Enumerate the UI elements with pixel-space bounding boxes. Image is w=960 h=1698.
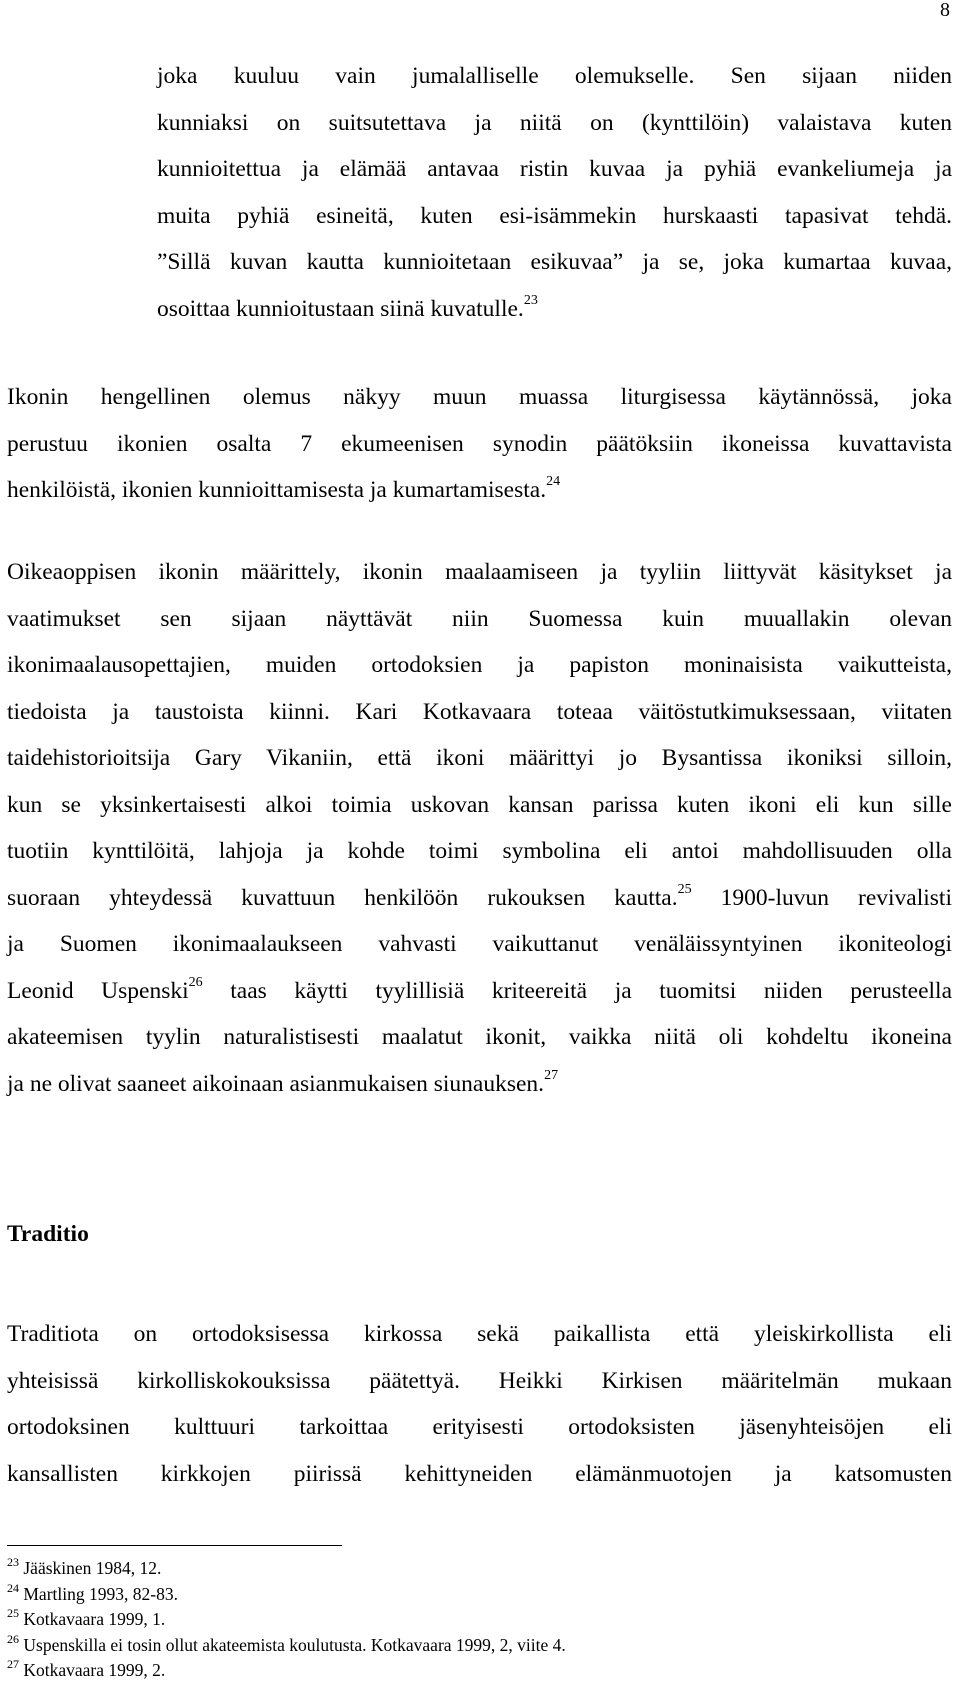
section-heading: Traditio (7, 1221, 89, 1247)
text-line: akateemisen tyylin naturalistisesti maalatut ikonit, vaikka niitä oli kohdeltu ikoneina (7, 1024, 952, 1050)
text-line (7, 968, 952, 1015)
text-line: ja Suomen ikonimaalaukseen vahvasti vaikuttanut venäläissyntyinen ikoniteologi (7, 931, 952, 957)
footnote-reference[interactable]: 27 (544, 1067, 559, 1083)
text-line (7, 467, 952, 514)
footnote-text: Kotkavaara 1999, 1. (23, 1609, 166, 1629)
text-line: taidehistorioitsija Gary Vikaniin, että ikoni määrittyi jo Bysantissa ikoniksi silloin, (7, 745, 952, 771)
footnote-separator (7, 1545, 342, 1546)
footnote-reference[interactable]: 25 (677, 881, 692, 897)
text-line (7, 875, 952, 922)
text-line-part: taas käytti tyylillisiä kriteereitä ja tuomitsi niiden perusteella (202, 977, 952, 1004)
footnote-number: 25 (7, 1606, 19, 1620)
footnotes (7, 1556, 566, 1684)
text-line-part: suoraan yhteydessä kuvattuun henkilöön rukouksen kautta. (7, 884, 678, 911)
footnote (7, 1556, 566, 1582)
text-line: ikonimaalausopettajien, muiden ortodoksien ja papiston moninaisista vaikutteista, (7, 652, 952, 678)
footnote (7, 1633, 566, 1659)
text-line: kun se yksinkertaisesti alkoi toimia uskovan kansan parissa kuten ikoni eli kun sille (7, 791, 952, 818)
page-number: 8 (940, 0, 950, 21)
footnote-reference[interactable]: 23 (523, 292, 538, 308)
paragraph-tradition (7, 1311, 952, 1497)
footnote-reference[interactable]: 26 (188, 974, 203, 990)
text-line: Oikeaoppisen ikonin määrittely, ikonin maalaamiseen ja tyyliin liittyvät käsitykset ja (7, 559, 952, 585)
text-line: kunnioitettua ja elämää antavaa ristin kuvaa ja pyhiä evankeliumeja ja (157, 156, 952, 182)
footnote-text: Jääskinen 1984, 12. (23, 1558, 162, 1578)
text-line: kunniaksi on suitsutettava ja niitä on (kynttilöin) valaistava kuten (157, 109, 952, 136)
footnote-text: Martling 1993, 82-83. (23, 1583, 178, 1604)
text-line: ”Sillä kuvan kautta kunnioitetaan esikuvaa” ja se, joka kumartaa kuvaa, (157, 249, 952, 275)
text-line: yhteisissä kirkolliskokouksissa päätettyä. Heikki Kirkisen määritelmän mukaan (7, 1367, 952, 1394)
footnote-text: Kotkavaara 1999, 2. (23, 1660, 166, 1680)
footnote-number: 26 (7, 1631, 19, 1646)
text-line: Traditiota on ortodoksisessa kirkossa sekä paikallista että yleiskirkollista eli (7, 1321, 952, 1347)
text-line: vaatimukset sen sijaan näyttävät niin Suomessa kuin muuallakin olevan (7, 605, 952, 632)
footnote-number: 27 (7, 1657, 19, 1671)
footnote (7, 1582, 566, 1608)
text-line-body: osoittaa kunnioitustaan siinä kuvatulle. (157, 295, 524, 322)
text-line: muita pyhiä esineitä, kuten esi-isämmekin hurskaasti tapasivat tehdä. (157, 202, 952, 229)
text-line-body: henkilöistä, ikonien kunnioittamisesta ja kumartamisesta. (7, 477, 547, 503)
text-line-body: ja ne olivat saaneet aikoinaan asianmukaisen siunauksen. (7, 1070, 545, 1097)
text-line: tiedoista ja taustoista kiinni. Kari Kotkavaara toteaa väitöstutkimuksessaan, viitaten (7, 698, 952, 725)
footnote-number: 23 (7, 1555, 19, 1569)
text-line: tuotiin kynttilöitä, lahjoja ja kohde toimi symbolina eli antoi mahdollisuuden olla (7, 838, 952, 864)
text-line-part: Leonid Uspenski (7, 977, 189, 1004)
paragraph-quote-continuation (7, 53, 952, 332)
text-line: joka kuuluu vain jumalalliselle olemukselle. Sen sijaan niiden (157, 63, 952, 89)
footnote-number: 24 (7, 1580, 19, 1595)
footnote (7, 1658, 566, 1684)
text-line: perustuu ikonien osalta 7 ekumeenisen synodin päätöksiin ikoneissa kuvattavista (7, 430, 952, 457)
footnote-text: Uspenskilla ei tosin ollut akateemista koulutusta. Kotkavaara 1999, 2, viite 4. (23, 1634, 566, 1655)
text-line (7, 286, 952, 333)
text-line: ortodoksinen kulttuuri tarkoittaa erityisesti ortodoksisten jäsenyhteisöjen eli (7, 1414, 952, 1440)
text-line (7, 1061, 952, 1108)
text-line: kansallisten kirkkojen piirissä kehittyneiden elämänmuotojen ja katsomusten (7, 1460, 952, 1487)
footnote (7, 1607, 566, 1633)
footnote-reference[interactable]: 24 (546, 474, 561, 489)
text-line-part: 1900-luvun revivalisti (691, 884, 952, 911)
paragraph-icon-spiritual-essence (7, 374, 952, 514)
text-line: Ikonin hengellinen olemus näkyy muun muassa liturgisessa käytännössä, joka (7, 384, 952, 410)
paragraph-orthodox-icon-definition (7, 549, 952, 1107)
